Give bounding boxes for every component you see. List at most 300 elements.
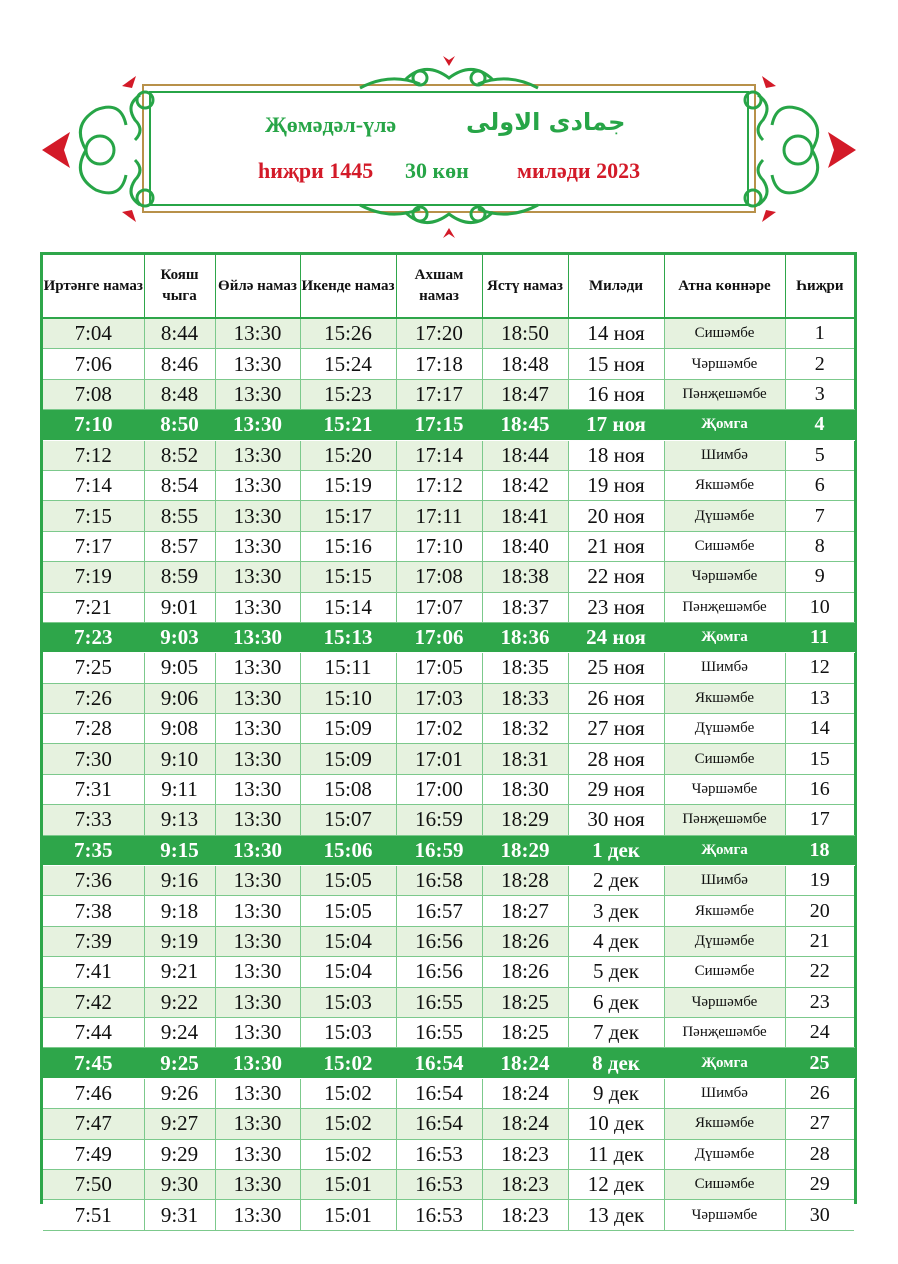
cell-maghrib: 16:56	[396, 957, 482, 987]
cell-sunrise: 8:44	[144, 318, 215, 349]
cell-hijri-day: 29	[785, 1169, 854, 1199]
cell-fajr: 7:51	[43, 1200, 144, 1230]
table-row	[43, 957, 854, 987]
cell-asr: 15:09	[300, 744, 396, 774]
cell-fajr: 7:44	[43, 1017, 144, 1047]
cell-weekday: Шимбә	[664, 1078, 785, 1108]
cell-isha: 18:42	[482, 470, 568, 500]
table-row	[43, 926, 854, 956]
cell-gregorian-date: 2 дек	[568, 866, 664, 896]
cell-dhuhr: 13:30	[215, 805, 300, 835]
cell-sunrise: 9:22	[144, 987, 215, 1017]
table-row	[43, 379, 854, 409]
cell-dhuhr: 13:30	[215, 410, 300, 440]
cell-fajr: 7:26	[43, 683, 144, 713]
cell-sunrise: 8:59	[144, 562, 215, 592]
month-name-arabic: جمادی الاولی	[466, 108, 626, 136]
cell-fajr: 7:35	[43, 835, 144, 865]
table-row	[43, 470, 854, 500]
cell-asr: 15:07	[300, 805, 396, 835]
cell-isha: 18:24	[482, 1048, 568, 1078]
cell-weekday: Якшәмбе	[664, 683, 785, 713]
cell-sunrise: 9:08	[144, 714, 215, 744]
table-row	[43, 896, 854, 926]
cell-gregorian-date: 17 ноя	[568, 410, 664, 440]
cell-gregorian-date: 22 ноя	[568, 562, 664, 592]
cell-fajr: 7:10	[43, 410, 144, 440]
cell-dhuhr: 13:30	[215, 622, 300, 652]
cell-isha: 18:25	[482, 1017, 568, 1047]
cell-dhuhr: 13:30	[215, 501, 300, 531]
cell-asr: 15:15	[300, 562, 396, 592]
table-row	[43, 1109, 854, 1139]
cell-gregorian-date: 13 дек	[568, 1200, 664, 1230]
cell-dhuhr: 13:30	[215, 1200, 300, 1230]
cell-gregorian-date: 10 дек	[568, 1109, 664, 1139]
cell-fajr: 7:04	[43, 318, 144, 349]
cell-maghrib: 16:53	[396, 1139, 482, 1169]
cell-hijri-day: 17	[785, 805, 854, 835]
table-row	[43, 531, 854, 561]
table-body	[43, 318, 854, 1230]
cell-sunrise: 9:29	[144, 1139, 215, 1169]
cell-gregorian-date: 12 дек	[568, 1169, 664, 1199]
cell-asr: 15:02	[300, 1139, 396, 1169]
cell-weekday: Җомга	[664, 622, 785, 652]
cell-asr: 15:04	[300, 957, 396, 987]
cell-isha: 18:25	[482, 987, 568, 1017]
cell-weekday: Якшәмбе	[664, 896, 785, 926]
column-header-maghrib: Ахшам намаз	[396, 255, 482, 318]
hijri-year: һиҗри 1445	[258, 158, 374, 183]
cell-hijri-day: 16	[785, 774, 854, 804]
table-row	[43, 1139, 854, 1169]
column-header-weekday: Атна көннәре	[664, 255, 785, 318]
cell-isha: 18:31	[482, 744, 568, 774]
cell-sunrise: 9:03	[144, 622, 215, 652]
cell-sunrise: 9:27	[144, 1109, 215, 1139]
cell-sunrise: 9:16	[144, 866, 215, 896]
table-row	[43, 683, 854, 713]
cell-isha: 18:36	[482, 622, 568, 652]
table-row	[43, 653, 854, 683]
table-header-row	[43, 255, 854, 318]
cell-isha: 18:33	[482, 683, 568, 713]
cell-gregorian-date: 3 дек	[568, 896, 664, 926]
cell-maghrib: 17:10	[396, 531, 482, 561]
cell-fajr: 7:28	[43, 714, 144, 744]
cell-gregorian-date: 7 дек	[568, 1017, 664, 1047]
cell-isha: 18:35	[482, 653, 568, 683]
cell-gregorian-date: 8 дек	[568, 1048, 664, 1078]
cell-asr: 15:03	[300, 1017, 396, 1047]
cell-asr: 15:06	[300, 835, 396, 865]
cell-maghrib: 16:55	[396, 1017, 482, 1047]
cell-gregorian-date: 4 дек	[568, 926, 664, 956]
cell-gregorian-date: 21 ноя	[568, 531, 664, 561]
cell-hijri-day: 10	[785, 592, 854, 622]
cell-sunrise: 9:24	[144, 1017, 215, 1047]
table-row	[43, 440, 854, 470]
cell-sunrise: 8:54	[144, 470, 215, 500]
cell-weekday: Якшәмбе	[664, 470, 785, 500]
cell-fajr: 7:14	[43, 470, 144, 500]
cell-isha: 18:24	[482, 1078, 568, 1108]
cell-gregorian-date: 1 дек	[568, 835, 664, 865]
cell-maghrib: 17:11	[396, 501, 482, 531]
cell-maghrib: 17:06	[396, 622, 482, 652]
column-header-gregorian-date: Миләди	[568, 255, 664, 318]
cell-asr: 15:16	[300, 531, 396, 561]
cell-hijri-day: 22	[785, 957, 854, 987]
cell-weekday: Җомга	[664, 835, 785, 865]
table-row	[43, 1200, 854, 1230]
cell-dhuhr: 13:30	[215, 562, 300, 592]
calendar-header	[0, 0, 898, 250]
cell-isha: 18:29	[482, 835, 568, 865]
column-header-sunrise: Кояш чыга	[144, 255, 215, 318]
cell-hijri-day: 6	[785, 470, 854, 500]
bottom-flourish-icon	[360, 205, 538, 223]
cell-dhuhr: 13:30	[215, 774, 300, 804]
cell-hijri-day: 7	[785, 501, 854, 531]
table-row-friday	[43, 410, 854, 440]
cell-weekday: Чәршәмбе	[664, 987, 785, 1017]
cell-fajr: 7:36	[43, 866, 144, 896]
cell-fajr: 7:39	[43, 926, 144, 956]
cell-maghrib: 17:12	[396, 470, 482, 500]
cell-sunrise: 9:30	[144, 1169, 215, 1199]
table-row	[43, 562, 854, 592]
cell-maghrib: 16:59	[396, 805, 482, 835]
cell-hijri-day: 30	[785, 1200, 854, 1230]
cell-hijri-day: 5	[785, 440, 854, 470]
cell-gregorian-date: 28 ноя	[568, 744, 664, 774]
cell-isha: 18:38	[482, 562, 568, 592]
cell-weekday: Дүшәмбе	[664, 714, 785, 744]
cell-maghrib: 17:17	[396, 379, 482, 409]
cell-dhuhr: 13:30	[215, 318, 300, 349]
table-row	[43, 714, 854, 744]
cell-fajr: 7:49	[43, 1139, 144, 1169]
cell-hijri-day: 19	[785, 866, 854, 896]
cell-sunrise: 9:19	[144, 926, 215, 956]
cell-fajr: 7:45	[43, 1048, 144, 1078]
gregorian-year: миләди 2023	[517, 158, 641, 183]
cell-gregorian-date: 9 дек	[568, 1078, 664, 1108]
cell-weekday: Пәнҗешәмбе	[664, 1017, 785, 1047]
cell-weekday: Чәршәмбе	[664, 562, 785, 592]
cell-isha: 18:30	[482, 774, 568, 804]
cell-hijri-day: 13	[785, 683, 854, 713]
cell-isha: 18:37	[482, 592, 568, 622]
table-row	[43, 1169, 854, 1199]
cell-hijri-day: 14	[785, 714, 854, 744]
cell-maghrib: 17:15	[396, 410, 482, 440]
cell-gregorian-date: 20 ноя	[568, 501, 664, 531]
column-header-asr: Икенде намаз	[300, 255, 396, 318]
cell-maghrib: 16:53	[396, 1200, 482, 1230]
cell-gregorian-date: 16 ноя	[568, 379, 664, 409]
cell-maghrib: 16:54	[396, 1048, 482, 1078]
cell-sunrise: 8:50	[144, 410, 215, 440]
cell-fajr: 7:33	[43, 805, 144, 835]
cell-asr: 15:14	[300, 592, 396, 622]
cell-asr: 15:13	[300, 622, 396, 652]
cell-sunrise: 8:52	[144, 440, 215, 470]
cell-maghrib: 16:53	[396, 1169, 482, 1199]
cell-dhuhr: 13:30	[215, 866, 300, 896]
cell-asr: 15:02	[300, 1109, 396, 1139]
cell-maghrib: 17:18	[396, 349, 482, 379]
table-row	[43, 349, 854, 379]
cell-gregorian-date: 15 ноя	[568, 349, 664, 379]
cell-asr: 15:20	[300, 440, 396, 470]
cell-gregorian-date: 5 дек	[568, 957, 664, 987]
cell-fajr: 7:17	[43, 531, 144, 561]
cell-sunrise: 9:25	[144, 1048, 215, 1078]
cell-dhuhr: 13:30	[215, 1078, 300, 1108]
cell-dhuhr: 13:30	[215, 653, 300, 683]
cell-gregorian-date: 27 ноя	[568, 714, 664, 744]
table-row-friday	[43, 622, 854, 652]
cell-fajr: 7:30	[43, 744, 144, 774]
cell-weekday: Пәнҗешәмбе	[664, 592, 785, 622]
cell-dhuhr: 13:30	[215, 592, 300, 622]
cell-sunrise: 9:11	[144, 774, 215, 804]
cell-maghrib: 17:03	[396, 683, 482, 713]
table-row	[43, 1017, 854, 1047]
cell-fajr: 7:23	[43, 622, 144, 652]
cell-sunrise: 9:06	[144, 683, 215, 713]
cell-hijri-day: 8	[785, 531, 854, 561]
cell-weekday: Сишәмбе	[664, 957, 785, 987]
cell-isha: 18:47	[482, 379, 568, 409]
column-header-isha: Ястү намаз	[482, 255, 568, 318]
cell-maghrib: 17:01	[396, 744, 482, 774]
cell-hijri-day: 18	[785, 835, 854, 865]
cell-hijri-day: 15	[785, 744, 854, 774]
cell-sunrise: 9:31	[144, 1200, 215, 1230]
cell-weekday: Шимбә	[664, 866, 785, 896]
cell-hijri-day: 11	[785, 622, 854, 652]
cell-dhuhr: 13:30	[215, 531, 300, 561]
month-name-latin: Җөмәдәл-үлә	[265, 112, 397, 137]
cell-maghrib: 17:08	[396, 562, 482, 592]
cell-asr: 15:02	[300, 1078, 396, 1108]
cell-dhuhr: 13:30	[215, 1109, 300, 1139]
cell-weekday: Пәнҗешәмбе	[664, 805, 785, 835]
right-ornament-icon	[745, 76, 856, 222]
cell-asr: 15:26	[300, 318, 396, 349]
cell-sunrise: 9:13	[144, 805, 215, 835]
cell-sunrise: 9:10	[144, 744, 215, 774]
cell-maghrib: 16:54	[396, 1109, 482, 1139]
cell-sunrise: 9:26	[144, 1078, 215, 1108]
cell-weekday: Шимбә	[664, 653, 785, 683]
cell-maghrib: 16:54	[396, 1078, 482, 1108]
cell-dhuhr: 13:30	[215, 714, 300, 744]
cell-weekday: Дүшәмбе	[664, 1139, 785, 1169]
cell-fajr: 7:47	[43, 1109, 144, 1139]
cell-weekday: Чәршәмбе	[664, 1200, 785, 1230]
cell-isha: 18:44	[482, 440, 568, 470]
cell-weekday: Сишәмбе	[664, 744, 785, 774]
cell-asr: 15:09	[300, 714, 396, 744]
cell-isha: 18:28	[482, 866, 568, 896]
table-row	[43, 1078, 854, 1108]
cell-maghrib: 16:57	[396, 896, 482, 926]
cell-isha: 18:26	[482, 957, 568, 987]
table-row-friday	[43, 835, 854, 865]
cell-isha: 18:23	[482, 1169, 568, 1199]
cell-hijri-day: 28	[785, 1139, 854, 1169]
cell-gregorian-date: 19 ноя	[568, 470, 664, 500]
cell-dhuhr: 13:30	[215, 1169, 300, 1199]
cell-isha: 18:29	[482, 805, 568, 835]
cell-maghrib: 17:14	[396, 440, 482, 470]
cell-weekday: Дүшәмбе	[664, 501, 785, 531]
cell-maghrib: 17:02	[396, 714, 482, 744]
cell-dhuhr: 13:30	[215, 896, 300, 926]
cell-asr: 15:01	[300, 1169, 396, 1199]
cell-asr: 15:10	[300, 683, 396, 713]
cell-isha: 18:27	[482, 896, 568, 926]
cell-hijri-day: 1	[785, 318, 854, 349]
cell-asr: 15:01	[300, 1200, 396, 1230]
column-header-dhuhr: Өйлә намаз	[215, 255, 300, 318]
cell-sunrise: 9:18	[144, 896, 215, 926]
cell-maghrib: 17:05	[396, 653, 482, 683]
cell-asr: 15:21	[300, 410, 396, 440]
cell-fajr: 7:06	[43, 349, 144, 379]
cell-weekday: Чәршәмбе	[664, 774, 785, 804]
cell-hijri-day: 2	[785, 349, 854, 379]
cell-hijri-day: 9	[785, 562, 854, 592]
cell-weekday: Сишәмбе	[664, 531, 785, 561]
cell-gregorian-date: 25 ноя	[568, 653, 664, 683]
table-row	[43, 774, 854, 804]
cell-hijri-day: 27	[785, 1109, 854, 1139]
column-header-hijri-day: Һиҗри	[785, 255, 854, 318]
cell-gregorian-date: 14 ноя	[568, 318, 664, 349]
cell-gregorian-date: 6 дек	[568, 987, 664, 1017]
cell-sunrise: 8:48	[144, 379, 215, 409]
cell-maghrib: 17:07	[396, 592, 482, 622]
cell-isha: 18:32	[482, 714, 568, 744]
cell-fajr: 7:08	[43, 379, 144, 409]
cell-isha: 18:50	[482, 318, 568, 349]
cell-sunrise: 8:57	[144, 531, 215, 561]
table-row	[43, 501, 854, 531]
table-row	[43, 805, 854, 835]
cell-weekday: Җомга	[664, 1048, 785, 1078]
cell-dhuhr: 13:30	[215, 379, 300, 409]
cell-asr: 15:24	[300, 349, 396, 379]
cell-hijri-day: 21	[785, 926, 854, 956]
prayer-times-table	[43, 255, 855, 1231]
cell-isha: 18:48	[482, 349, 568, 379]
cell-hijri-day: 23	[785, 987, 854, 1017]
cell-dhuhr: 13:30	[215, 835, 300, 865]
cell-fajr: 7:50	[43, 1169, 144, 1199]
cell-maghrib: 16:55	[396, 987, 482, 1017]
cell-fajr: 7:25	[43, 653, 144, 683]
cell-fajr: 7:19	[43, 562, 144, 592]
cell-hijri-day: 3	[785, 379, 854, 409]
cell-weekday: Пәнҗешәмбе	[664, 379, 785, 409]
cell-dhuhr: 13:30	[215, 1048, 300, 1078]
cell-gregorian-date: 18 ноя	[568, 440, 664, 470]
cell-weekday: Дүшәмбе	[664, 926, 785, 956]
cell-asr: 15:03	[300, 987, 396, 1017]
cell-hijri-day: 24	[785, 1017, 854, 1047]
cell-isha: 18:26	[482, 926, 568, 956]
cell-fajr: 7:46	[43, 1078, 144, 1108]
cell-dhuhr: 13:30	[215, 1017, 300, 1047]
cell-asr: 15:05	[300, 896, 396, 926]
table-row	[43, 592, 854, 622]
cell-gregorian-date: 23 ноя	[568, 592, 664, 622]
cell-weekday: Сишәмбе	[664, 1169, 785, 1199]
cell-dhuhr: 13:30	[215, 440, 300, 470]
cell-dhuhr: 13:30	[215, 349, 300, 379]
cell-isha: 18:24	[482, 1109, 568, 1139]
cell-asr: 15:19	[300, 470, 396, 500]
cell-asr: 15:04	[300, 926, 396, 956]
cell-weekday: Сишәмбе	[664, 318, 785, 349]
cell-sunrise: 8:46	[144, 349, 215, 379]
cell-sunrise: 9:15	[144, 835, 215, 865]
cell-asr: 15:11	[300, 653, 396, 683]
cell-isha: 18:45	[482, 410, 568, 440]
table-row-friday	[43, 1048, 854, 1078]
cell-gregorian-date: 30 ноя	[568, 805, 664, 835]
month-days: 30 көн	[405, 158, 469, 183]
cell-fajr: 7:12	[43, 440, 144, 470]
cell-isha: 18:23	[482, 1139, 568, 1169]
cell-hijri-day: 25	[785, 1048, 854, 1078]
cell-hijri-day: 26	[785, 1078, 854, 1108]
cell-sunrise: 9:21	[144, 957, 215, 987]
cell-gregorian-date: 11 дек	[568, 1139, 664, 1169]
cell-gregorian-date: 24 ноя	[568, 622, 664, 652]
column-header-fajr: Иртәнге намаз	[43, 255, 144, 318]
table-row	[43, 744, 854, 774]
cell-sunrise: 9:05	[144, 653, 215, 683]
cell-weekday: Шимбә	[664, 440, 785, 470]
cell-asr: 15:02	[300, 1048, 396, 1078]
cell-fajr: 7:42	[43, 987, 144, 1017]
cell-hijri-day: 4	[785, 410, 854, 440]
cell-dhuhr: 13:30	[215, 1139, 300, 1169]
cell-gregorian-date: 26 ноя	[568, 683, 664, 713]
cell-fajr: 7:31	[43, 774, 144, 804]
cell-dhuhr: 13:30	[215, 957, 300, 987]
cell-maghrib: 17:20	[396, 318, 482, 349]
left-ornament-icon	[42, 76, 153, 222]
cell-isha: 18:23	[482, 1200, 568, 1230]
cell-maghrib: 17:00	[396, 774, 482, 804]
cell-weekday: Якшәмбе	[664, 1109, 785, 1139]
prayer-times-table-frame	[40, 252, 857, 1227]
cell-asr: 15:23	[300, 379, 396, 409]
cell-fajr: 7:41	[43, 957, 144, 987]
cell-sunrise: 8:55	[144, 501, 215, 531]
cell-maghrib: 16:56	[396, 926, 482, 956]
cell-maghrib: 16:58	[396, 866, 482, 896]
cell-weekday: Чәршәмбе	[664, 349, 785, 379]
